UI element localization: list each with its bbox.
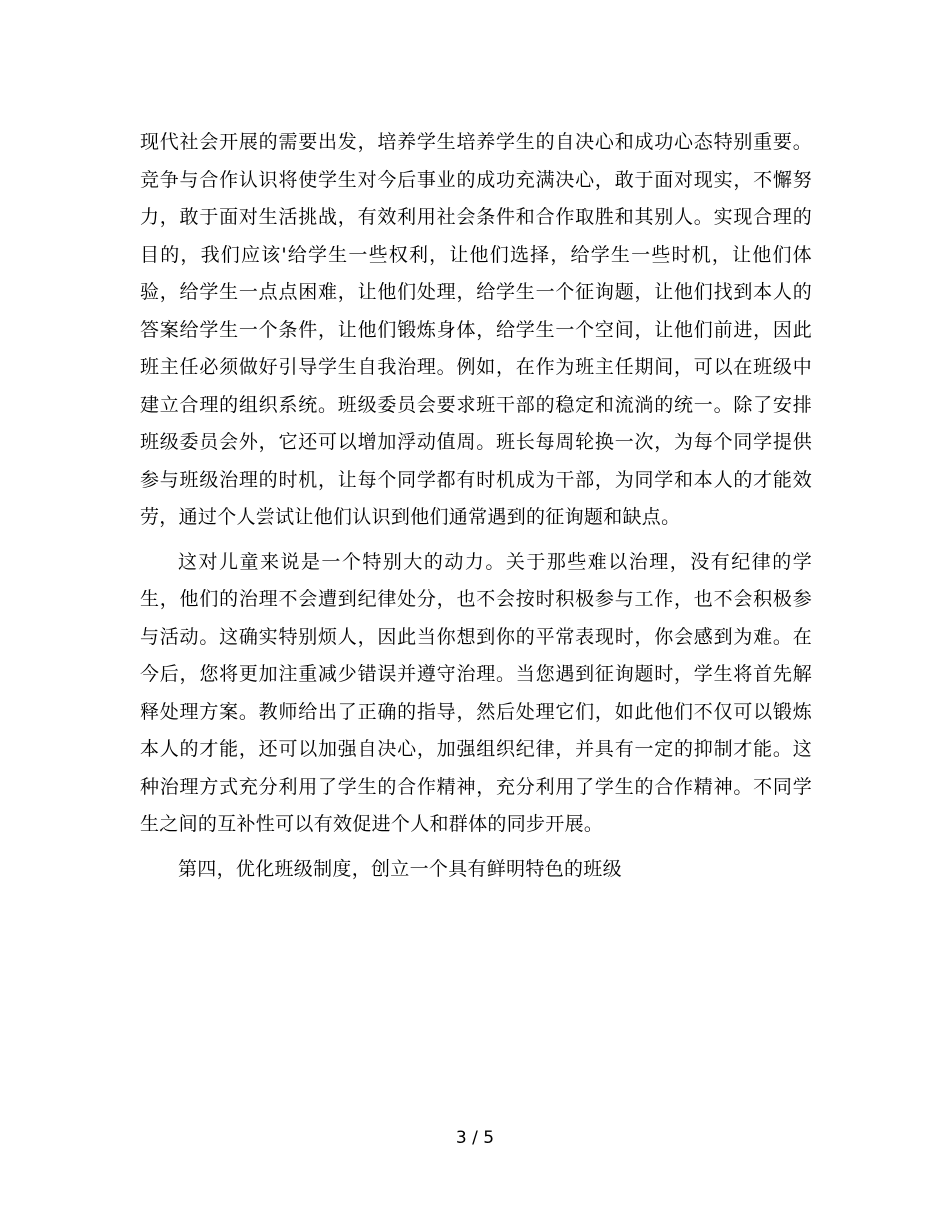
page-number: 3 / 5 xyxy=(455,1128,495,1148)
paragraph-1: 现代社会开展的需要出发，培养学生培养学生的自决心和成功心态特别重要。竞争与合作认识将使学生对今后事业的成功充满决心，敢于面对现实，不懈努力，敢于面对生活挑战，有效利用社会条件和合作取胜和其别人。实现合理的目的，我们应该'给学生一些权利，让他们选择，给学生一些时机，让他们体验，给学生一点点困难，让他们处理，给学生一个征询题，让他们找到本人的答案给学生一个条件，让他们锻炼身体，给学生一个空间，让他们前进，因此班主任必须做好引导学生自我治理。例如，在作为班主任期间，可以在班级中建立合理的组织系统。班级委员会要求班干部的稳定和流淌的统一。除了安排班级委员会外，它还可以增加浮动值周。班长每周轮换一次，为每个同学提供参与班级治理的时机，让每个同学都有时机成为干部，为同学和本人的才能效劳，通过个人尝试让他们认识到他们通常遇到的征询题和缺点。 xyxy=(140,131,812,528)
paragraph-2: 这对儿童来说是一个特别大的动力。关于那些难以治理，没有纪律的学生，他们的治理不会遭到纪律处分，也不会按时积极参与工作，也不会积极参与活动。这确实特别烦人，因此当你想到你的平常表现时，你会感到为难。在今后，您将更加注重减少错误并遵守治理。当您遇到征询题时，学生将首先解释处理方案。教师给出了正确的指导，然后处理它们，如此他们不仅可以锻炼本人的才能，还可以加强自决心，加强组织纪律，并具有一定的抑制才能。这种治理方式充分利用了学生的合作精神，充分利用了学生的合作精神。不同学生之间的互补性可以有效促进个人和群体的同步开展。 xyxy=(140,550,812,835)
section-heading: 第四，优化班级制度，创立一个具有鲜明特色的班级 xyxy=(178,857,622,880)
document-body xyxy=(140,124,812,895)
